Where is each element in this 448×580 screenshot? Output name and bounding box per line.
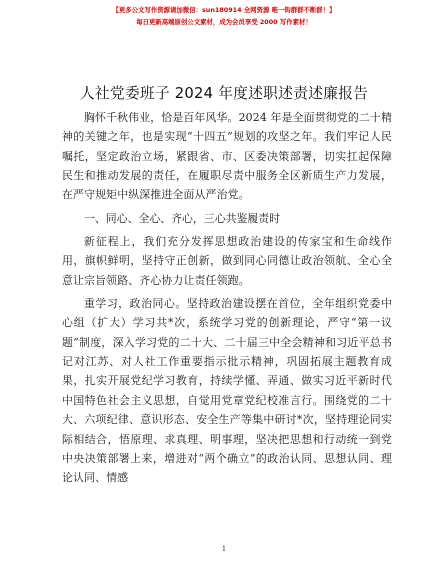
banner-promo-line: 【更多公文写作资源请加微信：sun180914 全网资源 唯一钩群群不断群！】 <box>112 6 336 14</box>
page-number: 1 <box>221 545 227 553</box>
header-banner <box>0 4 448 28</box>
body-paragraph: 重学习，政治同心。坚持政治建设摆在首位，全年组织党委中心组（扩大）学习共*次，系统学习党的创新理论，严守“第一议题”制度，深入学习党的二十大、二十届三中全会精神和习近平总书记对江苏、对人社工作重要指示批示精神，巩固拓展主题教育成果，扎实开展党纪学习教育，持续学懂、弄通、做实习近平新时代中国特色社会主义思想，自觉用党章党纪校准言行。围绕党的二十大、六项纪律、意识形态、安全生产等集中研讨*次，坚持理论同实际相结合，悟原理、求真理、明事理，坚决把思想和行动统一到党中央决策部署上来，增进对“两个确立”的政治认同、思想认同、理论认同、情感 <box>62 297 392 485</box>
document-title: 人社党委班子 2024 年度述职述责述廉报告 <box>79 85 369 102</box>
body-paragraph: 新征程上，我们充分发挥思想政治建设的传家宝和生命线作用，旗帜鲜明，坚持守正创新，做到同心同德让政治领航、全心全意让宗旨领路、齐心协力让责任领跑。 <box>62 235 392 287</box>
document-body <box>62 108 392 488</box>
section-heading: 一、同心、全心、齐心，三心共鉴履责时 <box>84 211 281 225</box>
intro-paragraph: 胸怀千秋伟业，恰是百年风华。2024 年是全面贯彻党的二十精神的关键之年，也是实现“十四五”规划的攻坚之年。我们牢记人民嘱托，坚定政治立场，紧跟省、市、区委决策部署，切实扛起保障民生和推动发展的责任，在履职尽责中服务全区新质生产力发展，在严守规矩中纵深推进全面从严治党。 <box>62 111 392 202</box>
banner-update-line: 每日更新高端原创公文素材，成为会员享受 2000 写作素材！ <box>136 18 312 26</box>
